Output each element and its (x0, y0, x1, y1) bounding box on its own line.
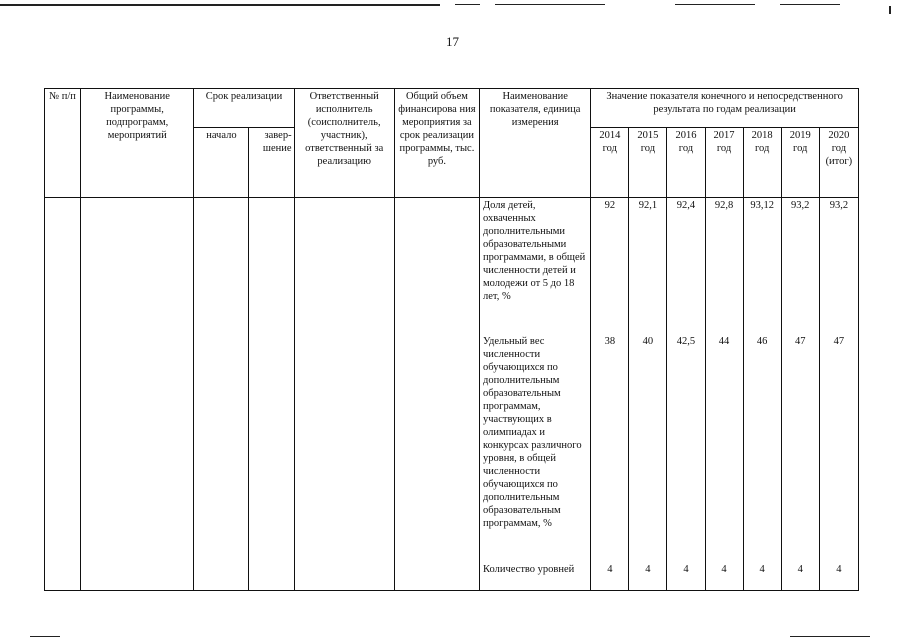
cell-values-2017 (705, 198, 743, 591)
value-1-2016: 92,4 (676, 200, 696, 211)
header-year-2016: 2016 год (667, 128, 705, 198)
cell-values-2016 (667, 198, 705, 591)
cell-executor (294, 198, 394, 591)
header-indicator: Наименование показателя, единица измерения (480, 89, 591, 198)
indicator-1-name: Доля детей, охваченных дополнительными образовательными программами, в общей численности детей и молодежи от 5 до 18 лет, % (483, 200, 586, 302)
value-1-2019: 93,2 (791, 200, 810, 211)
value-1-2020: 93,2 (829, 200, 849, 211)
value-3-2016: 4 (683, 564, 689, 575)
header-year-2017: 2017 год (705, 128, 743, 198)
value-2-2020: 47 (833, 336, 845, 347)
cell-indicators (480, 198, 591, 591)
indicator-2-name: Удельный вес численности обучающихся по дополнительным образовательным программам, участвующих в олимпиадах и конкурсах различного уровня, в общей численности обучающихся по дополнительным образовательным программам, % (483, 336, 582, 529)
scan-artifact-top-2 (455, 4, 480, 5)
header-end: завер-шение (249, 128, 294, 198)
cell-start (194, 198, 249, 591)
value-2-2014: 38 (604, 336, 616, 347)
page-number: 17 (446, 34, 459, 49)
value-1-2015: 92,1 (638, 200, 658, 211)
value-3-2018: 4 (759, 564, 765, 575)
header-start: начало (194, 128, 249, 198)
indicator-3-name: Количество уровней (483, 564, 575, 575)
header-year-2018: 2018 год (743, 128, 781, 198)
value-3-2019: 4 (797, 564, 803, 575)
value-2-2017: 44 (718, 336, 730, 347)
scan-artifact-mark (889, 6, 891, 14)
cell-funding (394, 198, 479, 591)
scan-artifact-bottom (30, 636, 60, 637)
cell-values-2014 (591, 198, 629, 591)
scan-artifact-top-4 (675, 4, 755, 5)
cell-name (81, 198, 194, 591)
cell-values-2015 (629, 198, 667, 591)
header-values: Значение показателя конечного и непосредственного результата по годам реализации (591, 89, 859, 128)
value-3-2020: 4 (836, 564, 842, 575)
scan-artifact-top-3 (495, 4, 605, 5)
header-no: № п/п (45, 89, 81, 198)
value-3-2017: 4 (721, 564, 727, 575)
header-executor: Ответственный исполнитель (соисполнитель, участник), ответственный за реализацию (294, 89, 394, 198)
cell-end (249, 198, 294, 591)
header-year-2020: 2020 год (итог) (819, 128, 858, 198)
program-table (44, 88, 859, 591)
cell-values-2019 (781, 198, 819, 591)
scan-artifact-top-5 (780, 4, 840, 5)
header-year-2015: 2015 год (629, 128, 667, 198)
header-period: Срок реализации (194, 89, 294, 128)
header-funding: Общий объем финансирова ния мероприятия за срок реализации программы, тыс. руб. (394, 89, 479, 198)
header-year-2014: 2014 год (591, 128, 629, 198)
scan-artifact-top (0, 4, 440, 6)
value-1-2017: 92,8 (714, 200, 734, 211)
value-2-2016: 42,5 (676, 336, 696, 347)
table-body-row (45, 198, 859, 591)
scan-artifact-bottom-2 (790, 636, 870, 637)
value-2-2018: 46 (756, 336, 768, 347)
header-year-2019: 2019 год (781, 128, 819, 198)
value-1-2014: 92 (604, 200, 616, 211)
cell-no (45, 198, 81, 591)
value-3-2014: 4 (607, 564, 613, 575)
header-row-1 (45, 89, 859, 127)
header-name: Наименование программы, подпрограмм, мероприятий (81, 89, 194, 198)
value-2-2015: 40 (642, 336, 654, 347)
value-2-2019: 47 (794, 336, 806, 347)
value-1-2018: 93,12 (750, 200, 774, 211)
value-3-2015: 4 (645, 564, 651, 575)
cell-values-2020 (819, 198, 858, 591)
cell-values-2018 (743, 198, 781, 591)
